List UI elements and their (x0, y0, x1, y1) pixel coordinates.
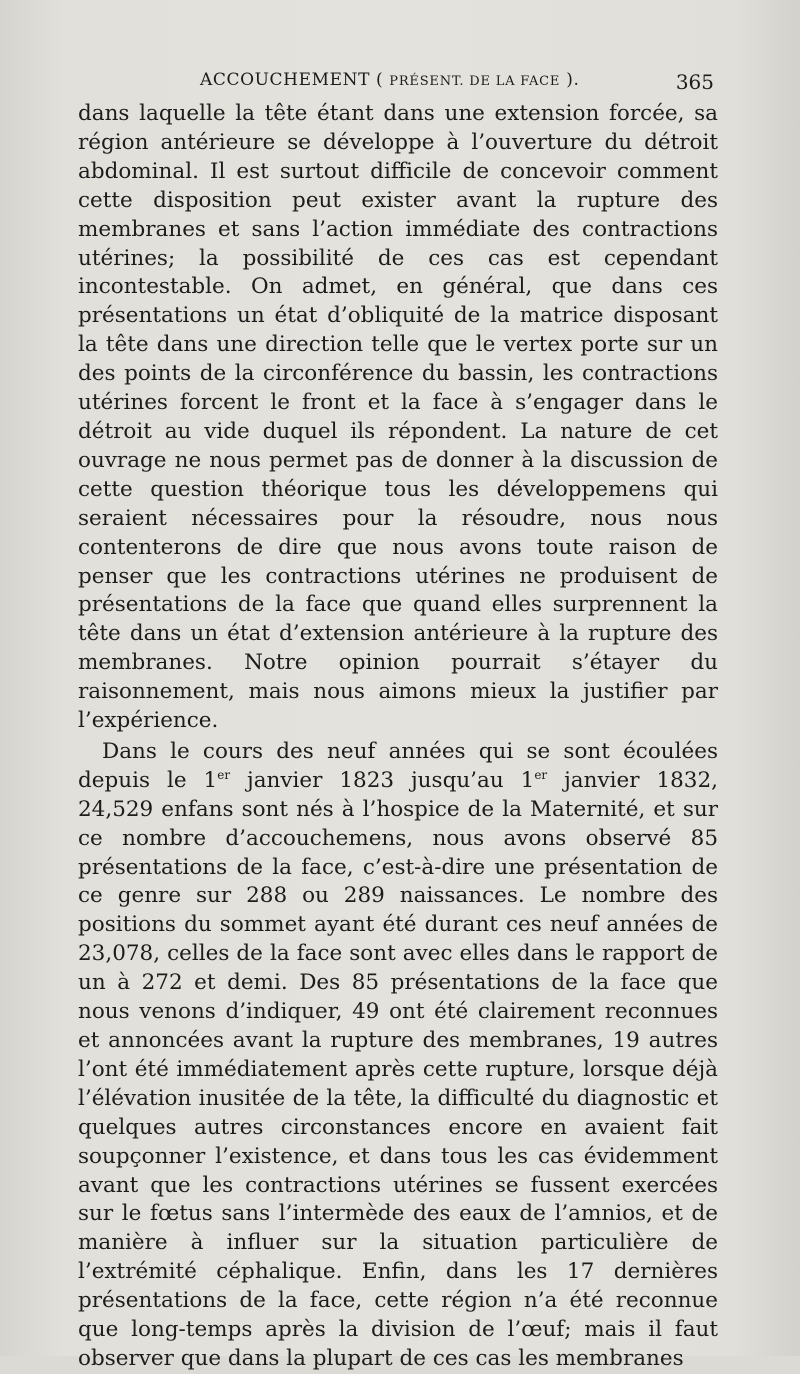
running-title-main: ACCOUCHEMENT (200, 70, 371, 90)
paragraph-2-part-1: Dans le cours des neuf années qui se sont écoulées depuis le 1 (78, 738, 718, 793)
running-title (200, 70, 579, 90)
page-number: 365 (675, 70, 714, 94)
running-header (78, 70, 714, 98)
paragraph-maternite-statistics (78, 738, 718, 1374)
running-title-subtitle: PRÉSENT. DE LA FACE (389, 74, 561, 89)
body-text (78, 100, 718, 1374)
running-title-open-paren: ( (370, 70, 390, 90)
ordinal-superscript: er (217, 767, 231, 782)
paragraph-2-part-2: janvier 1823 jusqu’au 1 (230, 767, 535, 793)
paragraph-continued: dans laquelle la tête étant dans une extension forcée, sa région antérieure se développe à l’ouverture du détroit abdominal. Il est surtout difficile de concevoir comment cette disposition peut exister avant la rupture des membranes et sans l’action immédiate des contractions utérines; la possibilité de ces cas est cependant incontestable. On admet, en général, que dans ces présentations un état d’obliquité de la matrice disposant la tête dans une direction telle que le vertex porte sur un des points de la circonférence du bassin, les contractions utérines forcent le front et la face à s’engager dans le détroit au vide duquel ils répondent. La nature de cet ouvrage ne nous permet pas de donner à la discussion de cette question théorique tous les développemens qui seraient nécessaires pour la résoudre, nous nous contenterons de dire que nous avons toute raison de penser que les contractions utérines ne produisent de présentations de la face que quand elles surprennent la tête dans un état d’extension antérieure à la rupture des membranes. Notre opinion pourrait s’étayer du raisonnement, mais nous aimons mieux la justifier par l’expérience. (78, 101, 718, 734)
paragraph-2-part-3: janvier 1832, 24,529 enfans sont nés à l’hospice de la Maternité, et sur ce nombre d’accouchemens, nous avons observé 85 présentations de la face, c’est-à-dire une présentation de ce genre sur 288 ou 289 naissances. Le nombre des positions du sommet ayant été durant ces neuf années de 23,078, celles de la face sont avec elles dans le rapport de un à 272 et demi. Des 85 présentations de la face que nous venons d’indiquer, 49 ont été clairement reconnues et annoncées avant la rupture des membranes, 19 autres l’ont été immédiatement après cette rupture, lorsque déjà l’élévation inusitée de la tête, la difficulté du diagnostic et quelques autres circonstances encore en avaient fait soupçonner l’existence, et dans tous les cas évidemment avant que les contractions utérines se fussent exercées sur le fœtus sans l’intermède des eaux de l’amnios, et de manière à influer sur la situation particulière de l’extrémité céphalique. Enfin, dans les 17 dernières présentations de la face, cette région n’a été reconnue que long-temps après la division de l’œuf; mais il faut observer que dans la plupart de ces cas les membranes (78, 767, 718, 1371)
running-title-close-paren: ). (560, 70, 580, 90)
ordinal-superscript: er (534, 767, 548, 782)
